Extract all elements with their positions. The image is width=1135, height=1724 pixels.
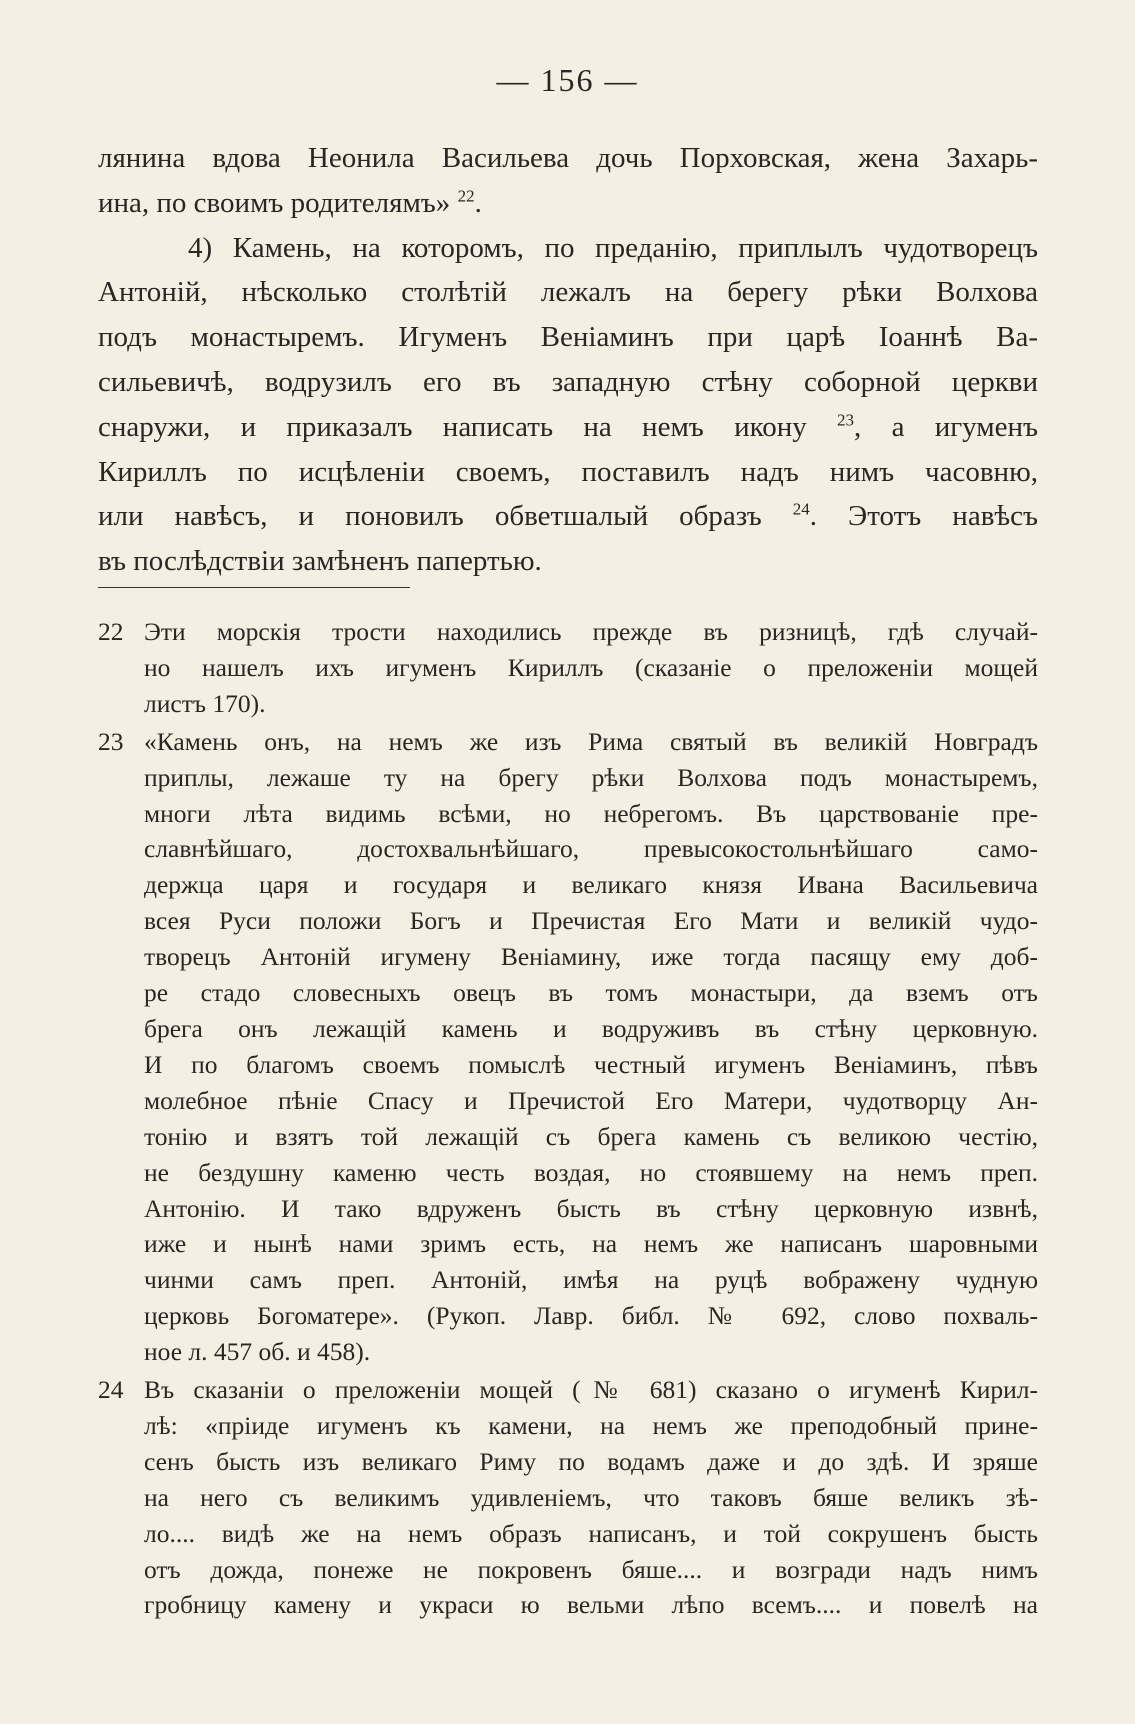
footnote-line: на него съ великимъ удивленіемъ, что таковъ бяше великъ зѣ-: [144, 1482, 1038, 1512]
main-line: Антоній, нѣсколько столѣтій лежалъ на берегу рѣки Волхова: [98, 276, 1038, 309]
footnote-line: «Камень онъ, на немъ же изъ Рима святый въ великій Новградъ: [144, 726, 1038, 756]
footnote-line: ло.... видѣ же на немъ образъ написанъ, и той сокрушенъ бысть: [144, 1518, 1038, 1548]
footnote-line: тонію и взятъ той лежащій съ брега камень съ великою честію,: [144, 1121, 1038, 1151]
main-text: [98, 136, 1038, 584]
page-number: — 156 —: [496, 62, 639, 98]
footnote-line: Эти морскія трости находились прежде въ ризницѣ, гдѣ случай-: [144, 617, 1038, 646]
main-line: сильевичѣ, водрузилъ его въ западную стѣну соборной церкви: [98, 365, 1038, 398]
footnote-line: листъ 170).: [144, 688, 266, 718]
main-line: подъ монастыремъ. Игуменъ Веніаминъ при царѣ Іоаннѣ Ва-: [98, 321, 1038, 354]
footnote-line: держца царя и государя и великаго князя Ивана Васильевича: [144, 870, 1038, 900]
footnote-number: 24: [98, 1375, 124, 1405]
footnote-line: Антонію. И тако вдруженъ бысть въ стѣну церковную извнѣ,: [144, 1193, 1038, 1223]
footnote-line: Въ сказаніи о преложеніи мощей (№ 681) сказано о игуменѣ Кирил-: [144, 1375, 1038, 1405]
footnote-line: многи лѣта видимь всѣми, но небрегомъ. Въ царствованіе пре-: [144, 798, 1038, 828]
footnote-line: И по благомъ своемъ помыслѣ честный игуменъ Веніаминъ, пѣвъ: [144, 1049, 1038, 1079]
main-line: 4) Камень, на которомъ, по преданію, приплылъ чудотворецъ: [188, 231, 1038, 264]
main-line: или навѣсъ, и поновилъ обветшалый образъ $^{24}$. Этотъ навѣсъ: [98, 499, 1039, 533]
footnote-line: но нашелъ ихъ игуменъ Кириллъ (сказаніе о преложеніи мощей: [144, 652, 1038, 682]
footnote-line: приплы, лежаше ту на брегу рѣки Волхова подъ монастыремъ,: [144, 762, 1038, 792]
footnote-ref: 22: [457, 186, 475, 206]
footnote-line: сенъ бысть изъ великаго Риму по водамъ даже и до здѣ. И зряше: [144, 1446, 1038, 1476]
footnote-ref: 24: [792, 499, 810, 519]
footnote-line: брега онъ лежащій камень и водруживъ въ стѣну церковную.: [144, 1013, 1038, 1043]
footnote-line: гробницу камену и украси ю вельми лѣпо всемъ.... и повелѣ на: [144, 1590, 1038, 1620]
footnote-line: творецъ Антоній игумену Веніамину, иже тогда пасящу ему доб-: [144, 942, 1038, 972]
main-line: Кириллъ по исцѣленіи своемъ, поставилъ надъ нимъ часовню,: [98, 455, 1038, 488]
footnote-line: иже и нынѣ нами зримъ есть, на немъ же написанъ шаровными: [144, 1229, 1038, 1259]
footnote-line: славнѣйшаго, достохвальнѣйшаго, превысокостольнѣйшаго само-: [144, 834, 1038, 864]
footnote-line: ре стадо словесныхъ овецъ въ томъ монастыри, да вземъ отъ: [144, 978, 1038, 1008]
footnote-line: отъ дожда, понеже не покровенъ бяше.... и возгради надъ нимъ: [144, 1554, 1038, 1584]
footnote-line: не бездушну каменю честь воздая, но стоявшему на немъ преп.: [144, 1157, 1038, 1187]
footnote-line: чинми самъ преп. Антоній, имѣя на руцѣ вображену чудную: [144, 1265, 1038, 1295]
footnote: [98, 724, 1038, 1370]
footnote-line: лѣ: «пріиде игуменъ къ камени, на немъ же преподобный прине-: [144, 1410, 1038, 1440]
main-line: снаружи, и приказалъ написать на немъ икону $^{23}$, а игуменъ: [98, 410, 1038, 443]
footnote: [98, 614, 1038, 722]
main-line: ина, по своимъ родителямъ» $^{22}$.: [98, 186, 482, 219]
footnote-line: ное л. 457 об. и 458).: [144, 1337, 371, 1367]
footnote-separator: [98, 587, 410, 588]
footnote-number: 22: [98, 617, 124, 646]
footnotes: [98, 614, 1038, 1623]
footnote-line: всея Руси положи Богъ и Пречистая Его Мати и великій чудо-: [144, 906, 1038, 936]
footnote-number: 23: [98, 726, 124, 756]
footnote-line: молебное пѣніе Спасу и Пречистой Его Матери, чудотворцу Ан-: [144, 1085, 1038, 1115]
footnote-line: церковь Богоматере». (Рукоп. Лавр. библ. № 692, слово похваль-: [144, 1301, 1038, 1331]
footnote-ref: 23: [837, 410, 855, 430]
footnote: [98, 1372, 1038, 1623]
main-line: въ послѣдствіи замѣненъ папертью.: [98, 545, 542, 578]
main-line: лянина вдова Неонила Васильева дочь Порховская, жена Захарь-: [98, 142, 1038, 174]
